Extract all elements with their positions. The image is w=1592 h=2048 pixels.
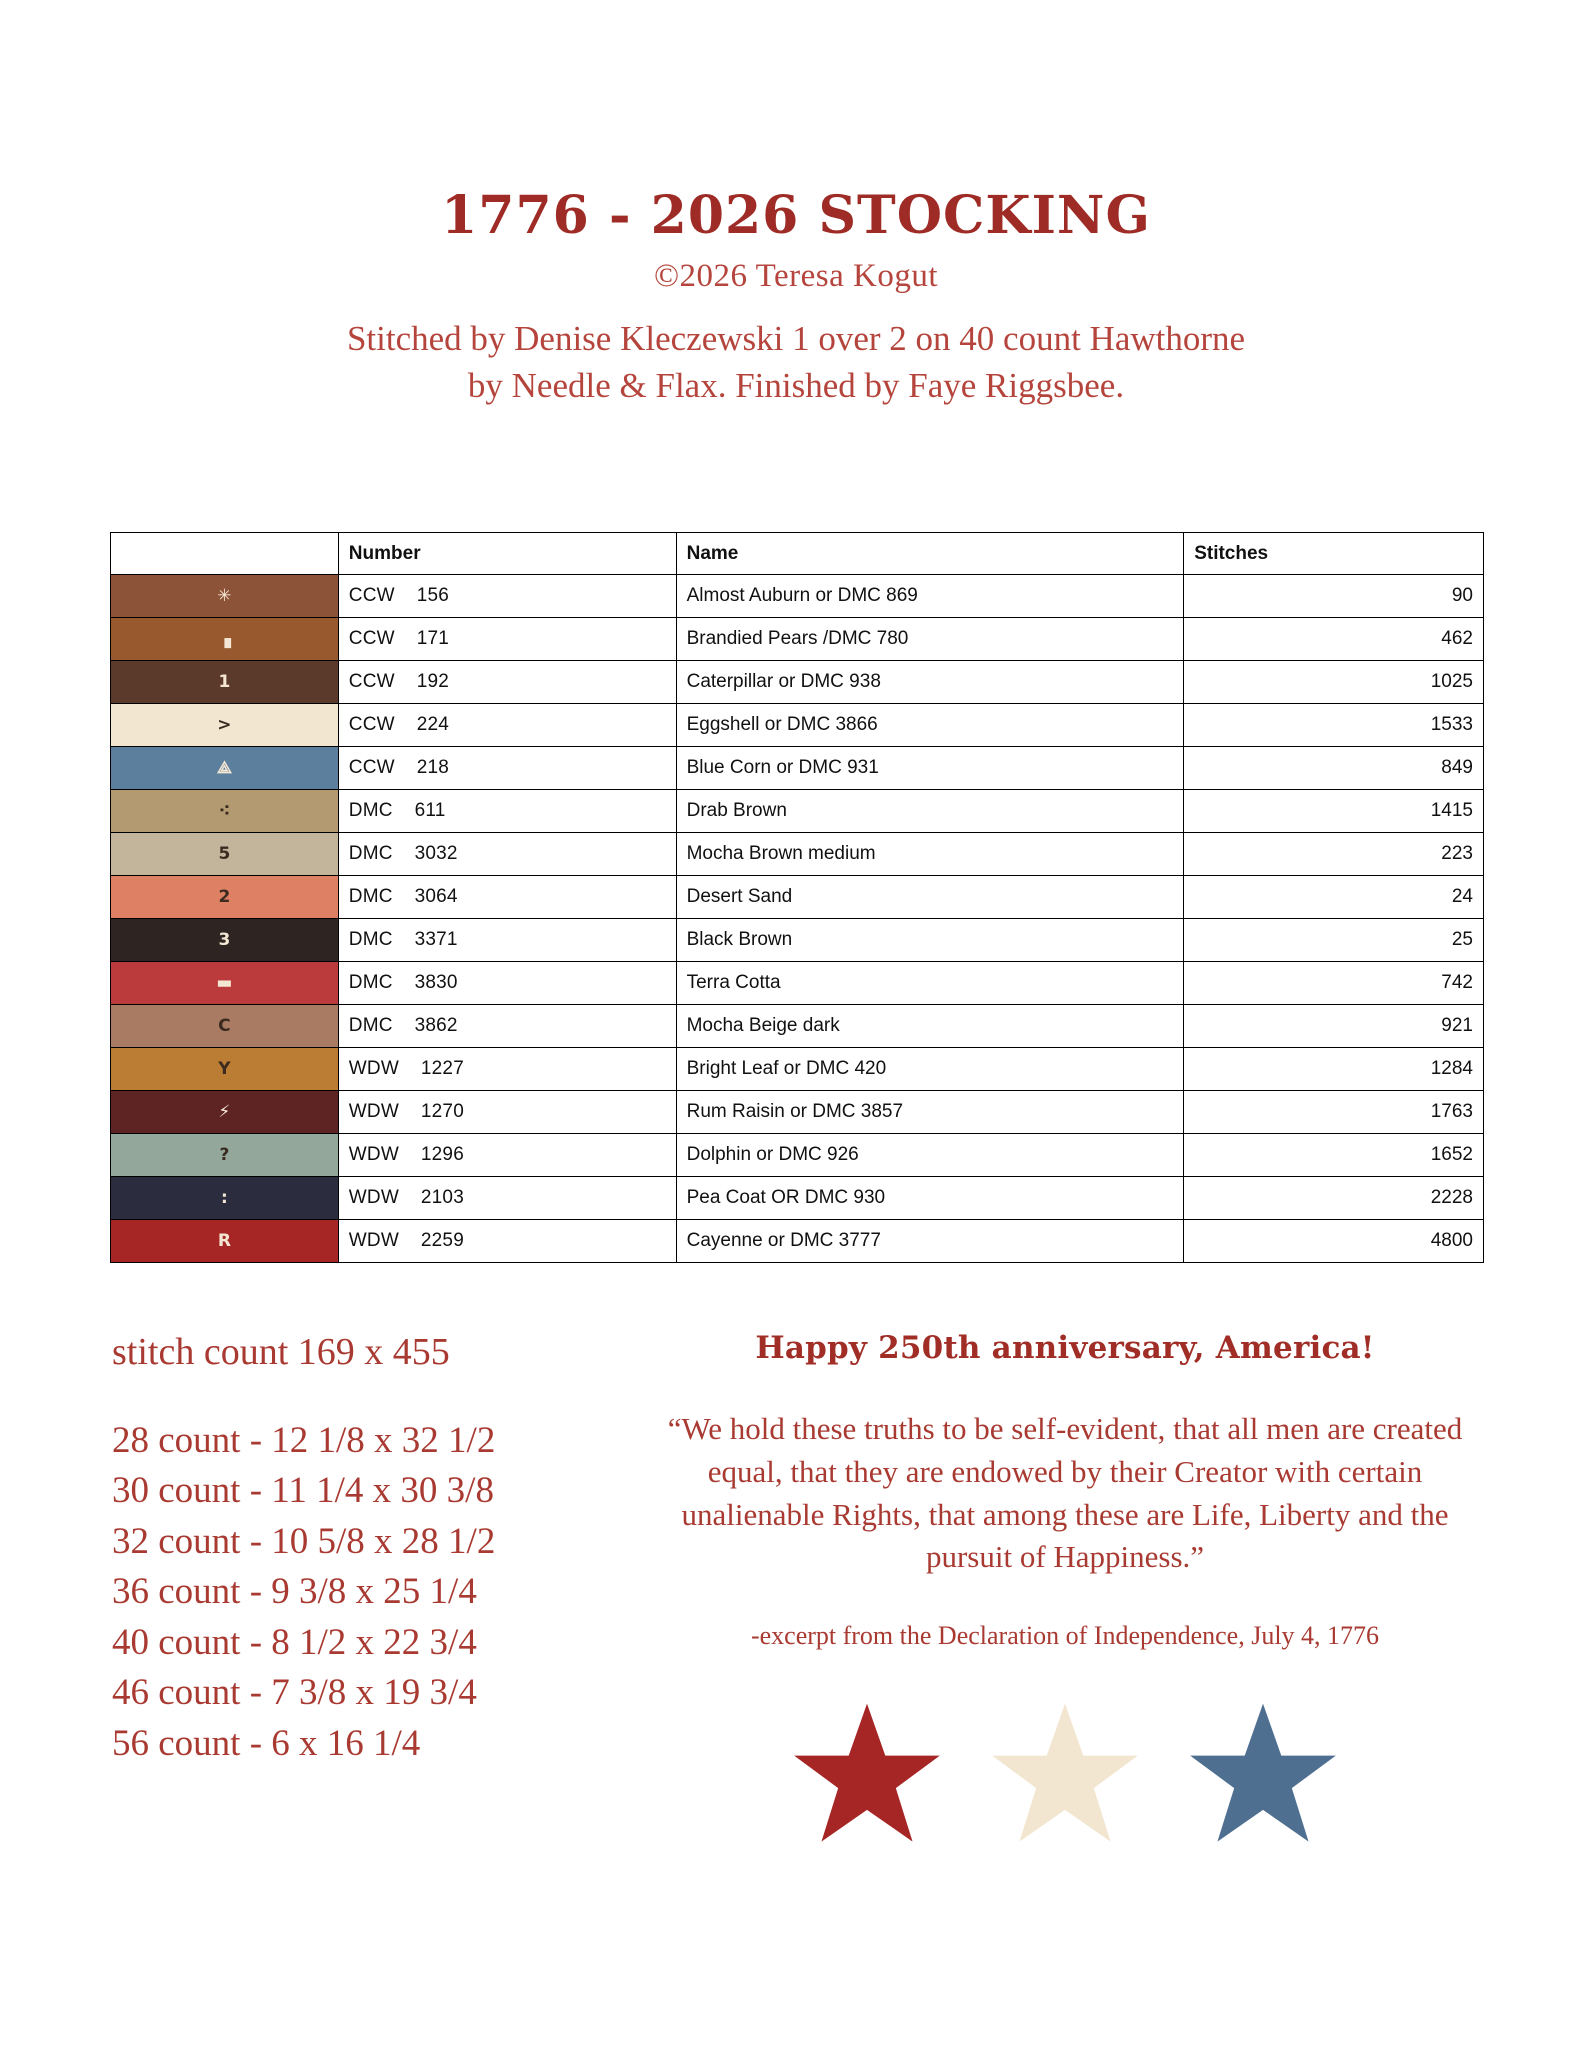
floss-name: Desert Sand <box>676 876 1184 919</box>
stitch-symbol-icon: ? <box>219 1144 230 1165</box>
stitch-symbol-icon: ▗ <box>217 628 231 649</box>
declaration-quote: “We hold these truths to be self-evident, that all men are created equal, that they are endowed by their Creator with certain unalienable Rights, that among these are Life, Liberty and the pursuit of Happiness.” <box>667 1411 1463 1575</box>
stitch-symbol-icon: 2 <box>218 886 231 907</box>
stitch-count-value: 1284 <box>1184 1048 1484 1091</box>
fabric-count-list <box>112 1420 672 1764</box>
floss-name: Cayenne or DMC 3777 <box>676 1220 1184 1263</box>
table-row <box>111 919 1484 962</box>
color-swatch <box>111 919 339 962</box>
floss-number: CCW 218 <box>338 747 676 790</box>
floss-number: DMC 611 <box>338 790 676 833</box>
floss-number: CCW 171 <box>338 618 676 661</box>
color-swatch <box>111 618 339 661</box>
floss-number: WDW 2103 <box>338 1177 676 1220</box>
floss-number: DMC 3862 <box>338 1005 676 1048</box>
color-swatch <box>111 575 339 618</box>
fabric-count-line: 28 count - 12 1/8 x 32 1/2 <box>112 1420 496 1461</box>
stitch-count-value: 1025 <box>1184 661 1484 704</box>
stitch-symbol-icon: ✳ <box>217 585 232 606</box>
color-swatch <box>111 1134 339 1177</box>
color-swatch <box>111 1048 339 1091</box>
star-row <box>630 1699 1500 1854</box>
stitch-count-value: 1763 <box>1184 1091 1484 1134</box>
star-icon <box>985 1699 1145 1854</box>
color-swatch <box>111 1177 339 1220</box>
stitch-symbol-icon: 1 <box>218 671 231 692</box>
floss-number: CCW 224 <box>338 704 676 747</box>
stitch-count-value: 1533 <box>1184 704 1484 747</box>
floss-number: CCW 156 <box>338 575 676 618</box>
stitch-count-value: 742 <box>1184 962 1484 1005</box>
floss-name: Rum Raisin or DMC 3857 <box>676 1091 1184 1134</box>
floss-number: DMC 3830 <box>338 962 676 1005</box>
star-icon <box>787 1699 947 1854</box>
fabric-count-line: 32 count - 10 5/8 x 28 1/2 <box>112 1520 496 1562</box>
table-header <box>111 533 1484 575</box>
page-header <box>0 0 1592 410</box>
table-row <box>111 661 1484 704</box>
column-header-name: Name <box>676 533 1184 575</box>
commemorative-notes <box>630 1330 1500 1854</box>
floss-name: Pea Coat OR DMC 930 <box>676 1177 1184 1220</box>
star-icon <box>1183 1699 1343 1854</box>
stitch-count-value: 25 <box>1184 919 1484 962</box>
stitch-count-value: 921 <box>1184 1005 1484 1048</box>
floss-name: Eggshell or DMC 3866 <box>676 704 1184 747</box>
stitch-count-value: 90 <box>1184 575 1484 618</box>
stitch-symbol-icon: Y <box>218 1058 231 1079</box>
table-row <box>111 833 1484 876</box>
stitch-symbol-icon: C <box>218 1015 231 1036</box>
table-row <box>111 876 1484 919</box>
credit-line-1: Stitched by Denise Kleczewski 1 over 2 on 40 count Hawthorne <box>346 319 1246 358</box>
stitch-symbol-icon: ⚡ <box>218 1101 231 1122</box>
stitch-symbol-icon: 3 <box>218 929 231 950</box>
floss-name: Terra Cotta <box>676 962 1184 1005</box>
stitch-symbol-icon: R <box>217 1230 231 1251</box>
floss-number: WDW 1296 <box>338 1134 676 1177</box>
anniversary-heading: Happy 250th anniversary, America! <box>755 1330 1375 1366</box>
floss-number: WDW 2259 <box>338 1220 676 1263</box>
color-swatch <box>111 1220 339 1263</box>
floss-legend-table <box>110 532 1484 1263</box>
stitch-count-value: 1415 <box>1184 790 1484 833</box>
floss-name: Dolphin or DMC 926 <box>676 1134 1184 1177</box>
credit-line <box>0 315 1592 410</box>
floss-legend-table-wrapper <box>110 532 1484 1263</box>
color-swatch <box>111 876 339 919</box>
stitch-symbol-icon: ⁖ <box>218 800 231 821</box>
stitch-symbol-icon: ⟁ <box>216 757 232 778</box>
size-chart <box>112 1330 672 1773</box>
stitch-symbol-icon: 5 <box>218 843 231 864</box>
page-title: 1776 - 2026 STOCKING <box>441 185 1151 246</box>
stitch-count-value: 1652 <box>1184 1134 1484 1177</box>
floss-name: Mocha Brown medium <box>676 833 1184 876</box>
table-row <box>111 962 1484 1005</box>
table-row <box>111 1177 1484 1220</box>
color-swatch <box>111 747 339 790</box>
color-swatch <box>111 962 339 1005</box>
stitch-symbol-icon: : <box>220 1187 228 1208</box>
color-swatch <box>111 704 339 747</box>
color-swatch <box>111 790 339 833</box>
floss-number: WDW 1227 <box>338 1048 676 1091</box>
table-row <box>111 1134 1484 1177</box>
column-header-stitches: Stitches <box>1184 533 1484 575</box>
table-body <box>111 575 1484 1263</box>
table-row <box>111 1005 1484 1048</box>
table-row <box>111 1091 1484 1134</box>
quote-attribution: -excerpt from the Declaration of Independence, July 4, 1776 <box>750 1621 1380 1651</box>
stitch-count-label: stitch count 169 x 455 <box>112 1331 450 1373</box>
column-header-swatch <box>111 533 339 575</box>
column-header-number: Number <box>338 533 676 575</box>
stitch-count-value: 223 <box>1184 833 1484 876</box>
color-swatch <box>111 833 339 876</box>
stitch-count-value: 462 <box>1184 618 1484 661</box>
stitch-symbol-icon: > <box>217 714 232 735</box>
table-row <box>111 747 1484 790</box>
stitch-count-value: 24 <box>1184 876 1484 919</box>
floss-name: Mocha Beige dark <box>676 1005 1184 1048</box>
fabric-count-line: 36 count - 9 3/8 x 25 1/4 <box>112 1571 477 1613</box>
floss-name: Almost Auburn or DMC 869 <box>676 575 1184 618</box>
stitch-symbol-icon: ▬ <box>216 972 233 993</box>
floss-number: DMC 3064 <box>338 876 676 919</box>
floss-number: DMC 3371 <box>338 919 676 962</box>
floss-number: CCW 192 <box>338 661 676 704</box>
floss-name: Caterpillar or DMC 938 <box>676 661 1184 704</box>
color-swatch <box>111 1091 339 1134</box>
floss-name: Black Brown <box>676 919 1184 962</box>
floss-number: DMC 3032 <box>338 833 676 876</box>
fabric-count-line: 40 count - 8 1/2 x 22 3/4 <box>112 1621 477 1663</box>
table-row <box>111 1220 1484 1263</box>
table-row <box>111 790 1484 833</box>
floss-number: WDW 1270 <box>338 1091 676 1134</box>
fabric-count-line: 46 count - 7 3/8 x 19 3/4 <box>112 1672 477 1714</box>
floss-name: Brandied Pears /DMC 780 <box>676 618 1184 661</box>
stitch-count-value: 849 <box>1184 747 1484 790</box>
floss-name: Blue Corn or DMC 931 <box>676 747 1184 790</box>
color-swatch <box>111 661 339 704</box>
floss-name: Drab Brown <box>676 790 1184 833</box>
color-swatch <box>111 1005 339 1048</box>
fabric-count-line: 56 count - 6 x 16 1/4 <box>112 1722 421 1764</box>
table-header-row <box>111 533 1484 575</box>
fabric-count-line: 30 count - 11 1/4 x 30 3/8 <box>112 1470 494 1512</box>
table-row <box>111 704 1484 747</box>
table-row <box>111 618 1484 661</box>
stitch-count-value: 2228 <box>1184 1177 1484 1220</box>
table-row <box>111 1048 1484 1091</box>
floss-name: Bright Leaf or DMC 420 <box>676 1048 1184 1091</box>
table-row <box>111 575 1484 618</box>
copyright-line: ©2026 Teresa Kogut <box>653 258 939 294</box>
stitch-count-value: 4800 <box>1184 1220 1484 1263</box>
credit-line-2: by Needle & Flax. Finished by Faye Riggsbee. <box>467 366 1125 406</box>
